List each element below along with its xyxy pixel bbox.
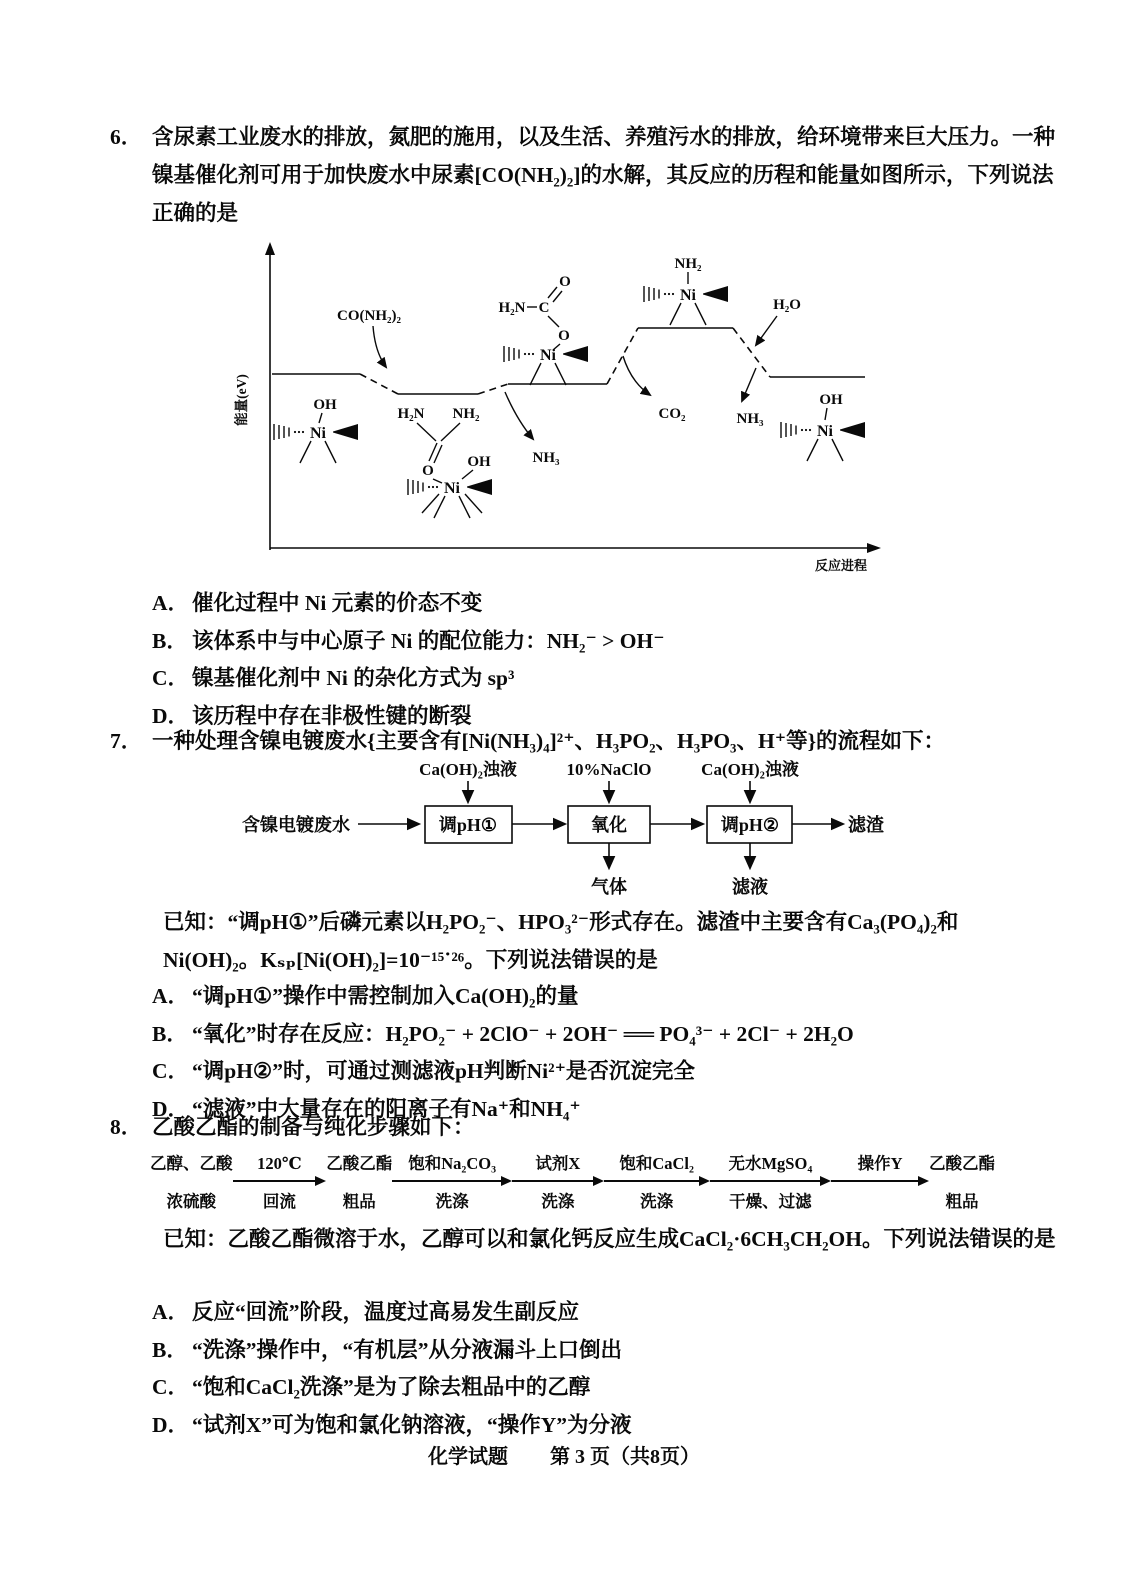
flow-box-adjust-ph-2: 调pH② xyxy=(720,815,780,835)
question-8-options xyxy=(152,1294,632,1444)
arrow-head-icon xyxy=(315,1176,326,1186)
q6-option-b: B． 该体系中与中心原子 Ni 的配位能力：NH₂⁻ > OH⁻ xyxy=(152,628,665,653)
x-axis-label: 反应进程 xyxy=(814,558,868,573)
nh3-out-arrow-2 xyxy=(742,368,756,401)
q8-option-a: A． 反应“回流”阶段，温度过高易发生副反应 xyxy=(152,1300,580,1324)
flow-arrow-reflux: 120℃ 回流 xyxy=(233,1148,327,1214)
page-footer xyxy=(0,1440,1128,1469)
q6-energy-diagram xyxy=(225,240,915,585)
oh-ligand: OH xyxy=(313,397,337,413)
ni-atom: Ni xyxy=(680,287,696,304)
ni-atom: Ni xyxy=(817,423,833,440)
flow-arrow-reagent-x-wash: 试剂X 洗涤 xyxy=(512,1148,604,1214)
flow-box-adjust-ph-1: 调pH① xyxy=(438,815,498,835)
footer-page-number: 第 3 页（共8页） xyxy=(550,1446,700,1468)
question-7-stem-text: 一种处理含镍电镀废水{主要含有[Ni(NH₃)₄]²⁺、H₃PO₂、H₃PO₃、H⁺等}的流程如下： xyxy=(152,729,946,753)
question-7-number: 7． xyxy=(110,729,143,753)
h2o-in-arrow xyxy=(756,316,777,345)
c-atom: C xyxy=(538,300,550,316)
question-6-options xyxy=(152,585,665,735)
oh-ligand: OH xyxy=(819,392,843,408)
ni-complex-carbamate xyxy=(499,274,589,385)
ni-complex-urea xyxy=(398,406,493,518)
q8-option-b: B． “洗涤”操作中，“有机层”从分液漏斗上口倒出 xyxy=(152,1337,623,1362)
flow-output-gas: 气体 xyxy=(591,877,627,897)
nh2-group: NH₂ xyxy=(674,256,702,272)
flow-final-ester: 乙酸乙酯 粗品 xyxy=(929,1154,995,1211)
ni-complex-amide xyxy=(644,256,728,325)
ni-complex-start xyxy=(274,397,358,463)
q7-option-b: B． “氧化”时存在反应：H₂PO₂⁻ + 2ClO⁻ + 2OH⁻ ══ PO₄³⁻ + 2Cl⁻ + 2H₂O xyxy=(152,1021,854,1046)
ni-atom: Ni xyxy=(444,480,460,497)
nh2-group: NH₂ xyxy=(452,406,480,422)
o-atom-double: O xyxy=(559,274,571,290)
arrow-head-icon xyxy=(918,1176,929,1186)
o-atom-bridge: O xyxy=(558,328,570,344)
q8-option-d: D． “试剂X”可为饱和氯化钠溶液，“操作Y”为分液 xyxy=(152,1412,632,1437)
nh3-label-2: NH₃ xyxy=(736,411,764,427)
h2n-group: H₂N xyxy=(397,406,425,422)
flow-box-oxidation: 氧化 xyxy=(591,815,627,835)
q6-option-d: D． 该历程中存在非极性键的断裂 xyxy=(152,703,472,728)
co2-out-arrow xyxy=(623,356,650,395)
question-6-stem-text: 含尿素工业废水的排放，氮肥的施用，以及生活、养殖污水的排放，给环境带来巨大压力。一种镍基催化剂可用于加快废水中尿素[CO(NH₂)₂]的水解，其反应的历程和能量如图所示，下列说法正确的是 xyxy=(152,125,1056,225)
q7-option-d: D． “滤液”中大量存在的阳离子有Na⁺和NH₄⁺ xyxy=(152,1096,581,1121)
flow-crude-ester: 乙酸乙酯 粗品 xyxy=(326,1154,393,1211)
question-8-known: 已知：乙酸乙酯微溶于水，乙醇可以和氯化钙反应生成CaCl₂·6CH₃CH₂OH。下列说法错误的是 xyxy=(163,1227,1056,1251)
h2o-label: H₂O xyxy=(773,297,801,313)
question-8-number: 8． xyxy=(110,1115,143,1139)
question-8-stem xyxy=(110,1108,1062,1146)
ni-atom: Ni xyxy=(310,425,326,442)
flow-output-residue: 滤渣 xyxy=(848,815,884,835)
nh3-label-1: NH₃ xyxy=(532,450,560,466)
q7-option-c: C． “调pH②”时，可通过测滤液pH判断Ni²⁺是否沉淀完全 xyxy=(152,1059,695,1083)
q6-option-c: C． 镍基催化剂中 Ni 的杂化方式为 sp³ xyxy=(152,666,515,690)
nh3-out-arrow-1 xyxy=(505,392,533,439)
q8-flowchart xyxy=(150,1148,995,1214)
ni-atom: Ni xyxy=(540,347,556,364)
co2-label: CO₂ xyxy=(658,406,686,422)
q6-option-a: A． 催化过程中 Ni 元素的价态不变 xyxy=(152,591,483,615)
q7-flowchart xyxy=(230,753,930,903)
question-6-number: 6． xyxy=(110,125,143,149)
flow-output-filtrate: 滤液 xyxy=(732,877,768,897)
arrow-head-icon xyxy=(699,1176,710,1186)
question-7-options xyxy=(152,978,854,1128)
footer-exam-title: 化学试题 xyxy=(428,1446,508,1468)
o-atom: O xyxy=(422,463,434,479)
arrow-head-icon xyxy=(820,1176,831,1186)
q7-option-a: A． “调pH①”操作中需控制加入Ca(OH)₂的量 xyxy=(152,984,579,1008)
urea-in-arrow xyxy=(373,326,386,367)
arrow-head-icon xyxy=(501,1176,512,1186)
flow-arrow-cacl2-wash: 饱和CaCl₂ 洗涤 xyxy=(604,1148,710,1214)
question-6-stem xyxy=(110,118,1062,232)
reagent-input-1: Ca(OH)₂浊液 xyxy=(419,760,517,779)
question-8-stem-text: 乙酸乙酯的制备与纯化步骤如下： xyxy=(152,1115,475,1139)
flow-start-materials: 乙醇、乙酸 浓硫酸 xyxy=(150,1154,233,1211)
flow-arrow-na2co3-wash: 饱和Na₂CO₃ 洗涤 xyxy=(392,1148,512,1214)
oh-ligand: OH xyxy=(467,454,491,470)
reagent-input-2: 10%NaClO xyxy=(566,760,652,779)
q8-option-c: C． “饱和CaCl₂洗涤”是为了除去粗品中的乙醇 xyxy=(152,1375,591,1399)
question-7-known: 已知：“调pH①”后磷元素以H₂PO₂⁻、HPO₃²⁻形式存在。滤渣中主要含有Ca₃(PO₄)₂和Ni(OH)₂。Kₛₚ[Ni(OH)₂]=10⁻¹⁵˙²⁶。下列说法错误的是 xyxy=(163,910,959,972)
urea-label: CO(NH₂)₂ xyxy=(337,308,401,324)
flow-input-label: 含镍电镀废水 xyxy=(242,815,350,835)
h2n-group: H₂N xyxy=(498,300,526,316)
flow-arrow-operation-y: 操作Y xyxy=(831,1148,929,1214)
flow-arrow-mgso4-dry: 无水MgSO₄ 干燥、过滤 xyxy=(710,1148,832,1214)
reagent-input-3: Ca(OH)₂浊液 xyxy=(701,760,799,779)
ni-complex-final xyxy=(781,392,865,461)
arrow-head-icon xyxy=(593,1176,604,1186)
y-axis-label: 能量(eV) xyxy=(234,374,249,426)
